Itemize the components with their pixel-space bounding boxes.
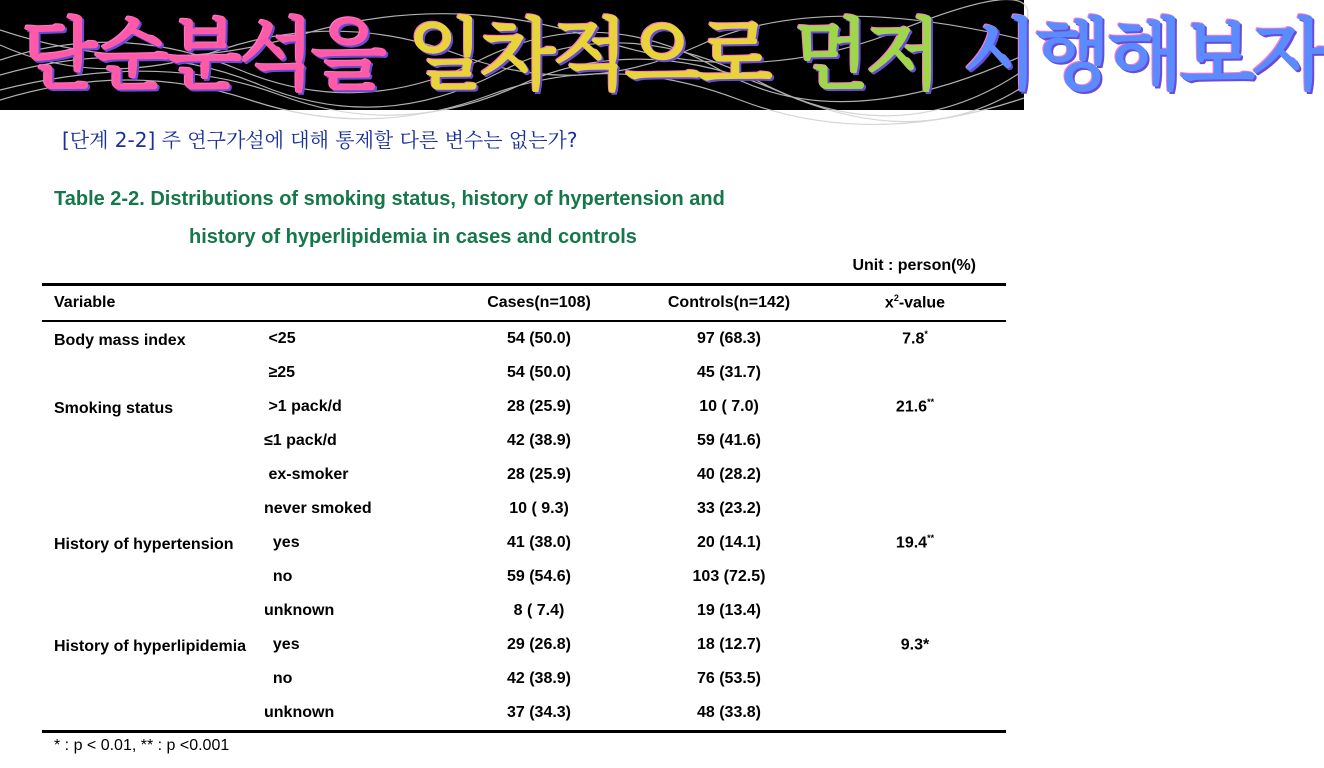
cell-controls: 76 (53.5) [696,670,762,687]
cell-controls: 48 (33.8) [696,704,762,721]
cell-chi-square [824,390,1006,424]
cell-category: unknown [264,704,335,721]
cell-cases: 28 (25.9) [506,466,572,483]
chi-square-value: 19.4 [895,534,928,552]
cell-cases: 28 (25.9) [506,398,572,415]
cell-chi-square [824,458,1006,492]
header-chi-prefix: x [884,294,894,312]
table-row [42,321,1006,356]
title-banner [0,0,1324,110]
cell-variable: Smoking status [54,400,174,417]
header-variable: Variable [54,294,116,311]
cell-chi-square [824,424,1006,458]
table-row [42,526,1006,560]
banner-title-part-2: 일차적으로 [407,11,794,101]
cell-category: unknown [264,602,335,619]
cell-controls: 59 (41.6) [696,432,762,449]
cell-category: no [264,670,293,687]
cell-controls: 97 (68.3) [696,330,762,347]
cell-controls: 20 (14.1) [696,534,762,551]
cell-chi-square [824,696,1006,732]
cell-category: ≤1 pack/d [264,432,337,449]
cell-cases: 29 (26.8) [506,636,572,653]
chi-square-value: 7.8 [902,330,925,348]
cell-category: never smoked [264,500,372,517]
footnote: * : p < 0.01, ** : p <0.001 [54,737,230,754]
table-row [42,390,1006,424]
table-row [42,628,1006,662]
cell-cases: 54 (50.0) [506,330,572,347]
cell-variable: Body mass index [54,332,186,349]
cell-controls: 10 ( 7.0) [699,398,759,415]
cell-cases: 41 (38.0) [506,534,572,551]
cell-category: no [264,568,293,585]
cell-controls: 103 (72.5) [692,568,766,585]
table-caption [54,180,725,256]
header-chi-square [824,285,1006,322]
banner-title-part-3: 먼저 [793,11,963,101]
cell-category: yes [264,636,300,653]
significance-marker: ** [927,533,935,544]
header-chi-sup: 2 [893,293,899,304]
cell-cases: 59 (54.6) [506,568,572,585]
header-controls: Controls(n=142) [667,294,791,311]
cell-chi-square [824,492,1006,526]
cell-chi-square [824,594,1006,628]
chi-square-value: 21.6 [895,398,928,416]
cell-chi-square [824,560,1006,594]
cell-controls: 33 (23.2) [696,500,762,517]
cell-chi-square [824,662,1006,696]
unit-label: Unit : person(%) [852,257,976,274]
cell-chi-square [824,628,1006,662]
cell-cases: 42 (38.9) [506,432,572,449]
cell-controls: 18 (12.7) [696,636,762,653]
cell-controls: 40 (28.2) [696,466,762,483]
table-header-row [42,285,1006,322]
cell-category: ex-smoker [264,466,349,483]
cell-chi-square [824,321,1006,356]
cell-cases: 37 (34.3) [506,704,572,721]
cell-category: >1 pack/d [264,398,342,415]
header-chi-suffix: -value [898,294,946,312]
banner-title-part-4: 시행해보자 [962,11,1324,101]
data-table [42,283,1006,733]
banner-title [22,6,1324,106]
caption-line-1: Table 2-2. Distributions of smoking status, history of hypertension and [54,188,725,210]
cell-cases: 8 ( 7.4) [513,602,565,619]
cell-cases: 10 ( 9.3) [509,500,569,517]
cell-chi-square [824,526,1006,560]
cell-variable: History of hypertension [54,536,234,553]
cell-category: ≥25 [264,364,296,381]
cell-chi-square [824,356,1006,390]
cell-cases: 54 (50.0) [506,364,572,381]
cell-controls: 45 (31.7) [696,364,762,381]
cell-category: <25 [264,330,296,347]
chi-square-value: 9.3* [900,636,930,654]
significance-marker: * [924,329,928,340]
cell-cases: 42 (38.9) [506,670,572,687]
header-cases: Cases(n=108) [487,294,591,311]
cell-controls: 19 (13.4) [696,602,762,619]
cell-variable: History of hyperlipidemia [54,638,247,655]
significance-marker: ** [927,397,935,408]
step-heading: [단계 2-2] 주 연구가설에 대해 통제할 다른 변수는 없는가? [62,128,578,152]
caption-line-2: history of hyperlipidemia in cases and controls [189,226,637,248]
cell-category: yes [264,534,300,551]
banner-title-part-1: 단순분석을 [22,11,408,101]
